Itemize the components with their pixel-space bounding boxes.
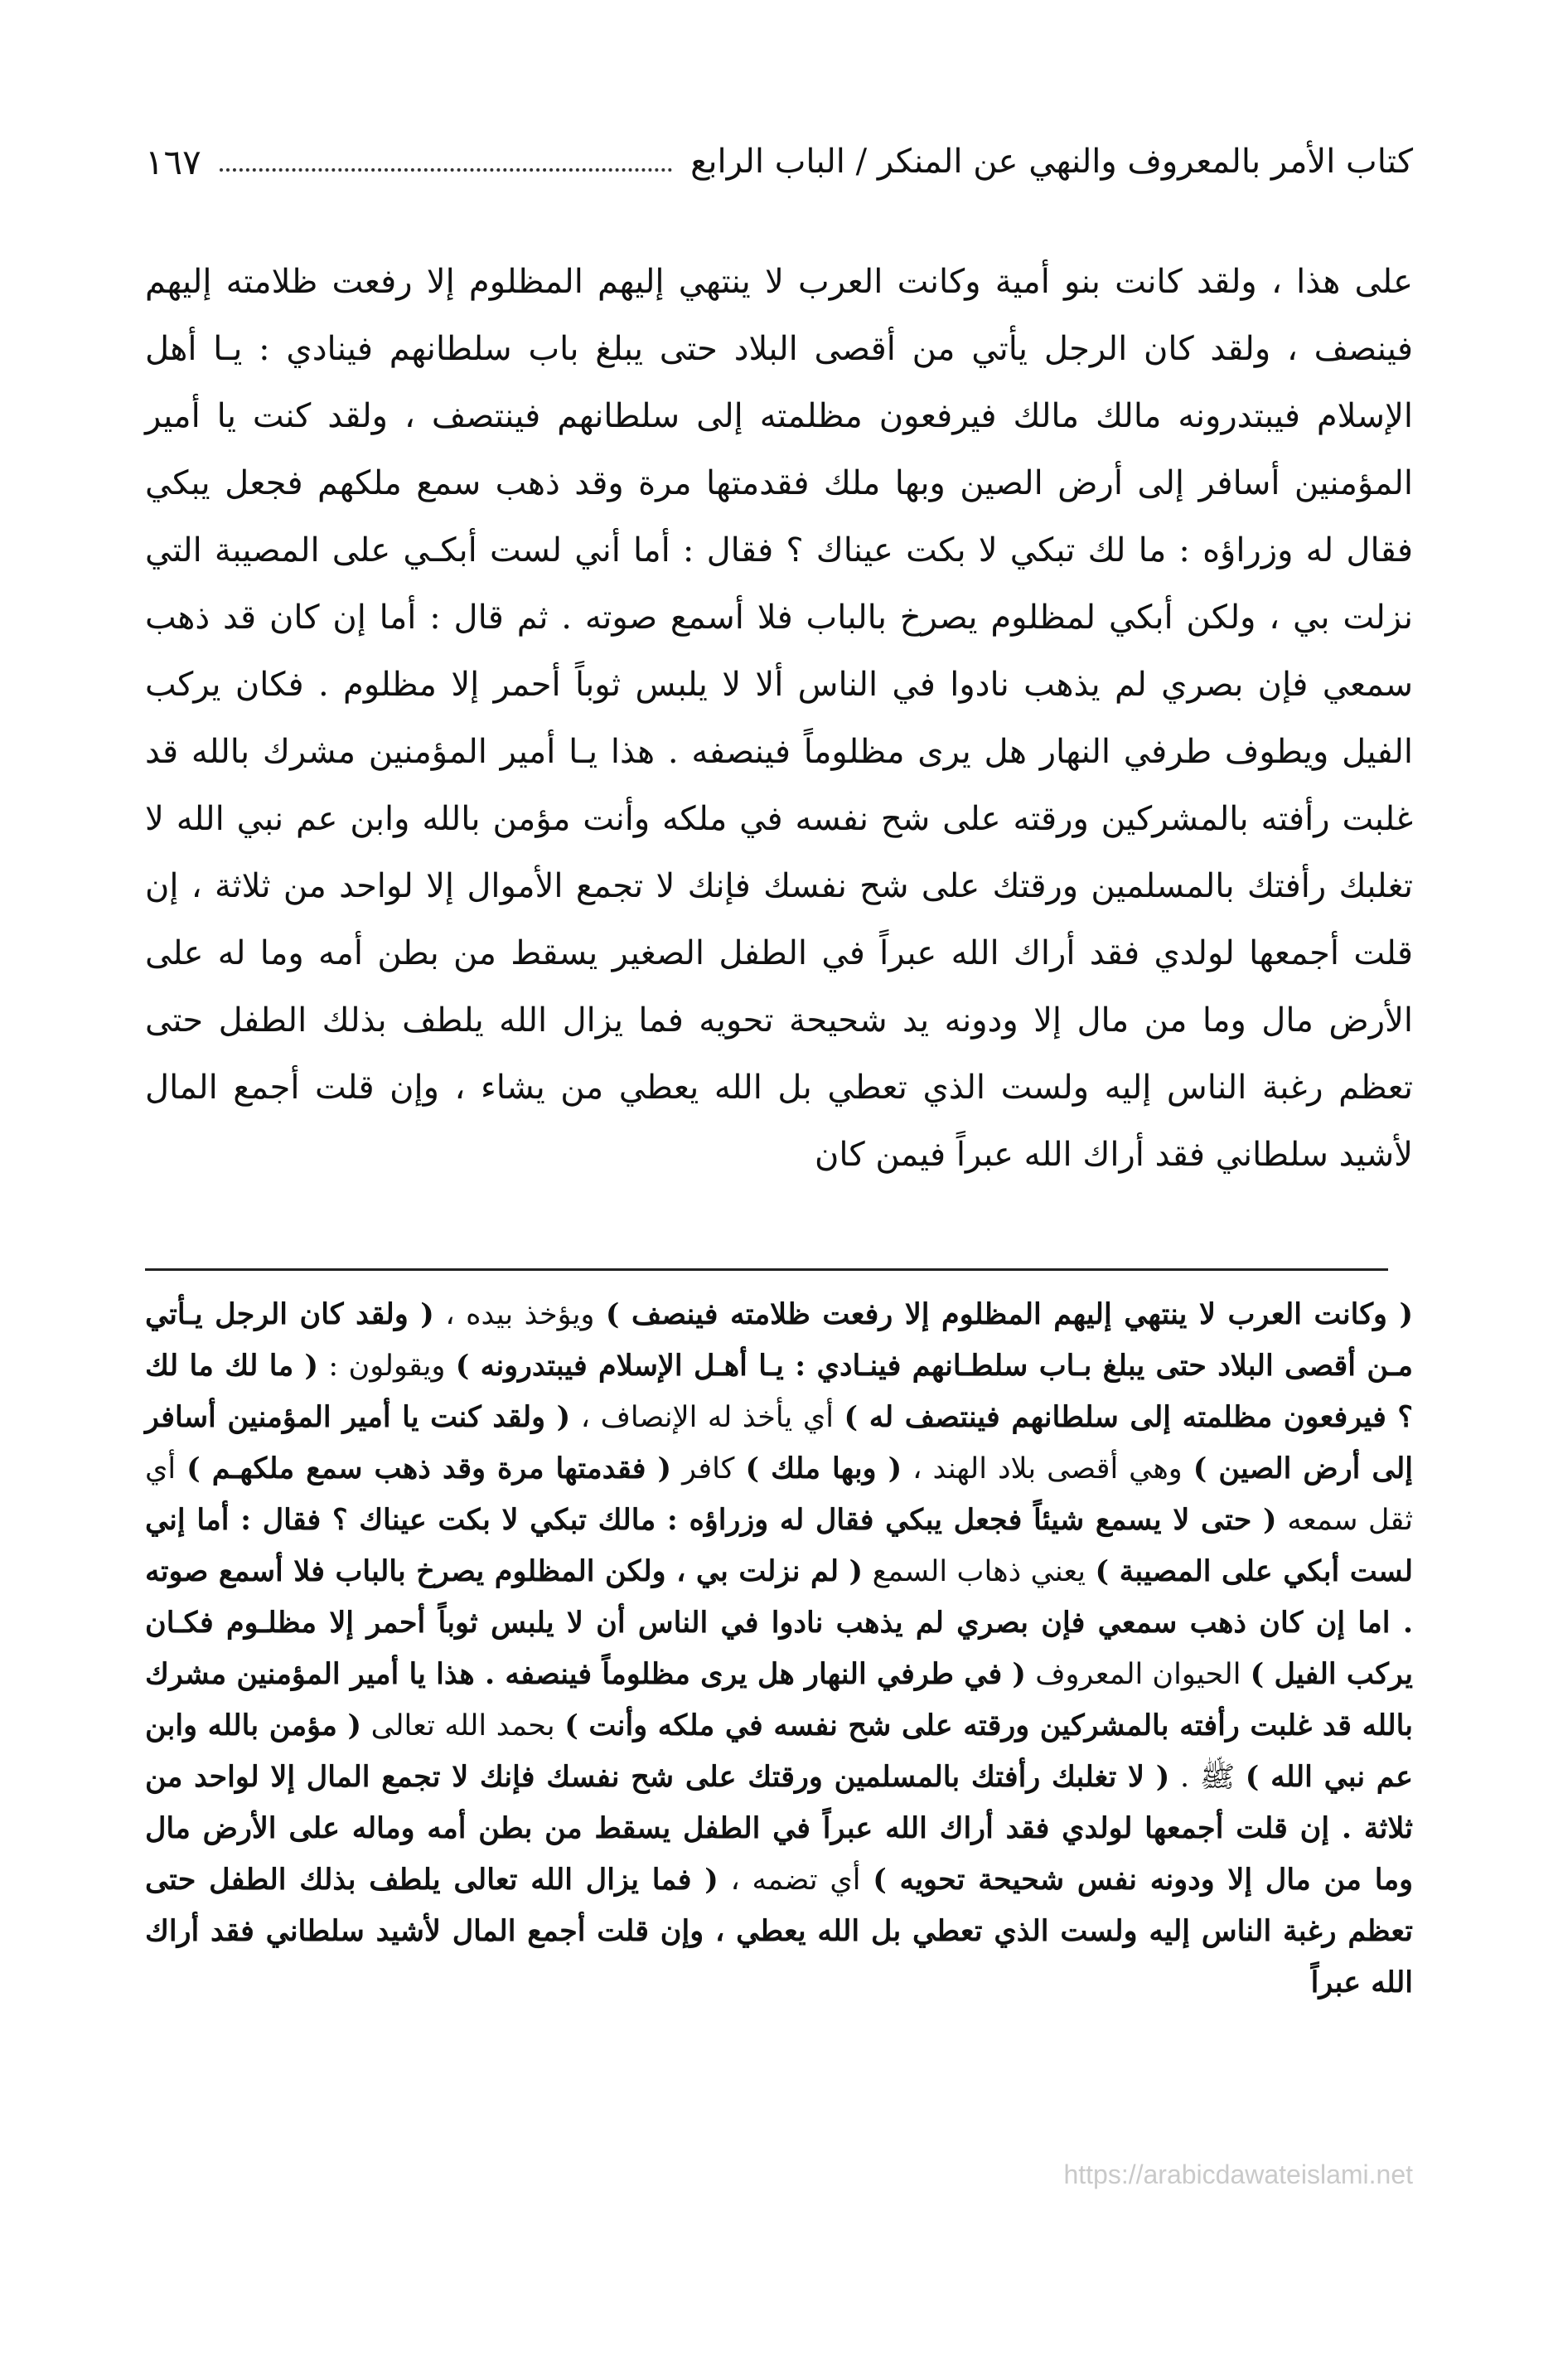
commentary-matn: ( لا تغلبك رأفتك بالمسلمين ورقتك على شح نفسك فإنك لا تجمع المال إلا لواحد من ثلاثة . إن قلت أجمعها لولدي فقد أراك الله عبراً في الطفل يسقط من بطن أمه وماله على الأرض مال وما من مال إلا ودونه نفس شحيحة تحويه ) xyxy=(145,1760,1414,1897)
commentary-matn: ( في طرفي النهار هل يرى مظلوماً فينصفه . هذا يا أمير المؤمنين مشرك بالله قد غلبت رأفته بالمشركين ورقته على شح نفسه في ملكه وأنت ) xyxy=(145,1657,1414,1743)
commentary-matn: ( وبها ملك ) xyxy=(745,1452,902,1486)
main-paragraph: على هذا ، ولقد كانت بنو أمية وكانت العرب لا ينتهي إليهم المظلوم إلا رفعت ظلامته إليهم فينصف ، ولقد كان الرجل يأتي من أقصى البلاد حتى يبلغ باب سلطانهم فينادي : يـا أهل الإسلام فيبتدرونه مالك مالك فيرفعون مظلمته إلى سلطانهم فينتصف ، ولقد كنت يا أمير المؤمنين أسافر إلى أرض الصين وبها ملك فقدمتها مرة وقد ذهب سمع ملكهم فجعل يبكي فقال له وزراؤه : ما لك تبكي لا بكت عيناك ؟ فقال : أما أني لست أبكـي على المصيبة التي نزلت بي ، ولكن أبكي لمظلوم يصرخ بالباب فلا أسمع صوته . ثم قال : أما إن كان قد ذهب سمعي فإن بصري لم يذهب نادوا في الناس ألا لا يلبس ثوباً أحمر إلا مظلوم . فكان يركب الفيل ويطوف طرفي النهار هل يرى مظلوماً فينصفه . هذا يـا أمير المؤمنين مشرك بالله قد غلبت رأفته بالمشركين ورقته على شح نفسه في ملكه وأنت مؤمن بالله وابن عم نبي الله لا تغلبك رأفتك بالمسلمين ورقتك على شح نفسك فإنك لا تجمع الأموال إلا لواحد من ثلاثة ، إن قلت أجمعها لولدي فقد أراك الله عبراً في الطفل الصغير يسقط من بطن أمه وما له على الأرض مال وما من مال إلا ودونه يد شحيحة تحويه فما يزال الله يلطف بذلك الطفل حتى تعظم رغبة الناس إليه ولست الذي تعطي بل الله يعطي من يشاء ، وإن قلت أجمع المال لأشيد سلطاني فقد أراك الله عبراً فيمن كان xyxy=(145,263,1413,1174)
page-number: ١٦٧ xyxy=(145,141,201,182)
commentary-matn: ( فقدمتها مرة وقد ذهب سمع ملكهـم ) xyxy=(186,1452,672,1486)
commentary-sharh: بحمد الله تعالى xyxy=(361,1709,565,1743)
main-text xyxy=(145,249,1413,1189)
commentary-sharh: ﷺ . xyxy=(1169,1761,1246,1794)
footnote-separator xyxy=(145,1268,1388,1271)
commentary-sharh: ويؤخذ بيده ، xyxy=(433,1298,606,1331)
commentary-sharh: الحيوان المعروف xyxy=(1026,1658,1251,1691)
commentary-matn: ( مؤمن بالله وابن عم نبي الله ) xyxy=(145,1709,1413,1794)
commentary-paragraph xyxy=(145,1289,1413,2009)
commentary-matn: ( لم نزلت بي ، ولكن المظلوم يصرخ بالباب فلا أسمع صوته . اما إن كان ذهب سمعي فإن بصري لم يذهب نادوا في الناس أن لا يلبس ثوباً أحمر إلا مظلـوم فكـان يركب الفيل ) xyxy=(145,1554,1413,1691)
commentary-sharh: كافر xyxy=(671,1452,746,1486)
commentary-matn: ( فما يزال الله تعالى يلطف بذلك الطفل حتى تعظم رغبة الناس إليه ولست الذي تعطي بل الله يعطي ، وإن قلت أجمع المال لأشيد سلطاني فقد أراك الله عبراً xyxy=(145,1863,1413,1999)
commentary-sharh: ويقولون : xyxy=(318,1350,456,1383)
commentary-matn: ( وكانت العرب لا ينتهي إليهم المظلوم إلا رفعت ظلامته فينصف ) xyxy=(605,1297,1414,1331)
commentary-sharh: أي تضمه ، xyxy=(718,1864,873,1897)
commentary-matn: ( ما لك ما لك ؟ فيرفعون مظلمته إلى سلطانهم فينتصف له ) xyxy=(145,1349,1413,1434)
commentary-matn: ( ولقد كان الرجل يـأتي مـن أقصى البلاد حتى يبلغ بـاب سلطـانهم فينـادي : يـا أهـل الإسلام فيبتدرونه ) xyxy=(145,1297,1414,1383)
commentary-section xyxy=(145,1289,1413,2009)
commentary-sharh: يعني ذهاب السمع xyxy=(863,1555,1096,1588)
commentary-matn: ( ولقد كنت يا أمير المؤمنين أسافر إلى أرض الصين ) xyxy=(145,1400,1413,1486)
watermark-url: https://arabicdawateislami.net xyxy=(1063,2159,1413,2189)
commentary-sharh: أي ثقل سمعه xyxy=(145,1452,1413,1537)
commentary-sharh: وهي أقصى بلاد الهند ، xyxy=(902,1452,1193,1486)
running-header xyxy=(145,133,1413,191)
commentary-sharh: أي يأخذ له الإنصاف ، xyxy=(570,1401,844,1434)
commentary-matn: ( حتى لا يسمع شيئاً فجعل يبكي فقال له وزراؤه : مالك تبكي لا بكت عيناك ؟ فقال : أما إني لست أبكي على المصيبة ) xyxy=(145,1503,1413,1588)
header-title: كتاب الأمر بالمعروف والنهي عن المنكر / الباب الرابع xyxy=(690,143,1413,181)
header-dot-leader xyxy=(220,168,672,172)
